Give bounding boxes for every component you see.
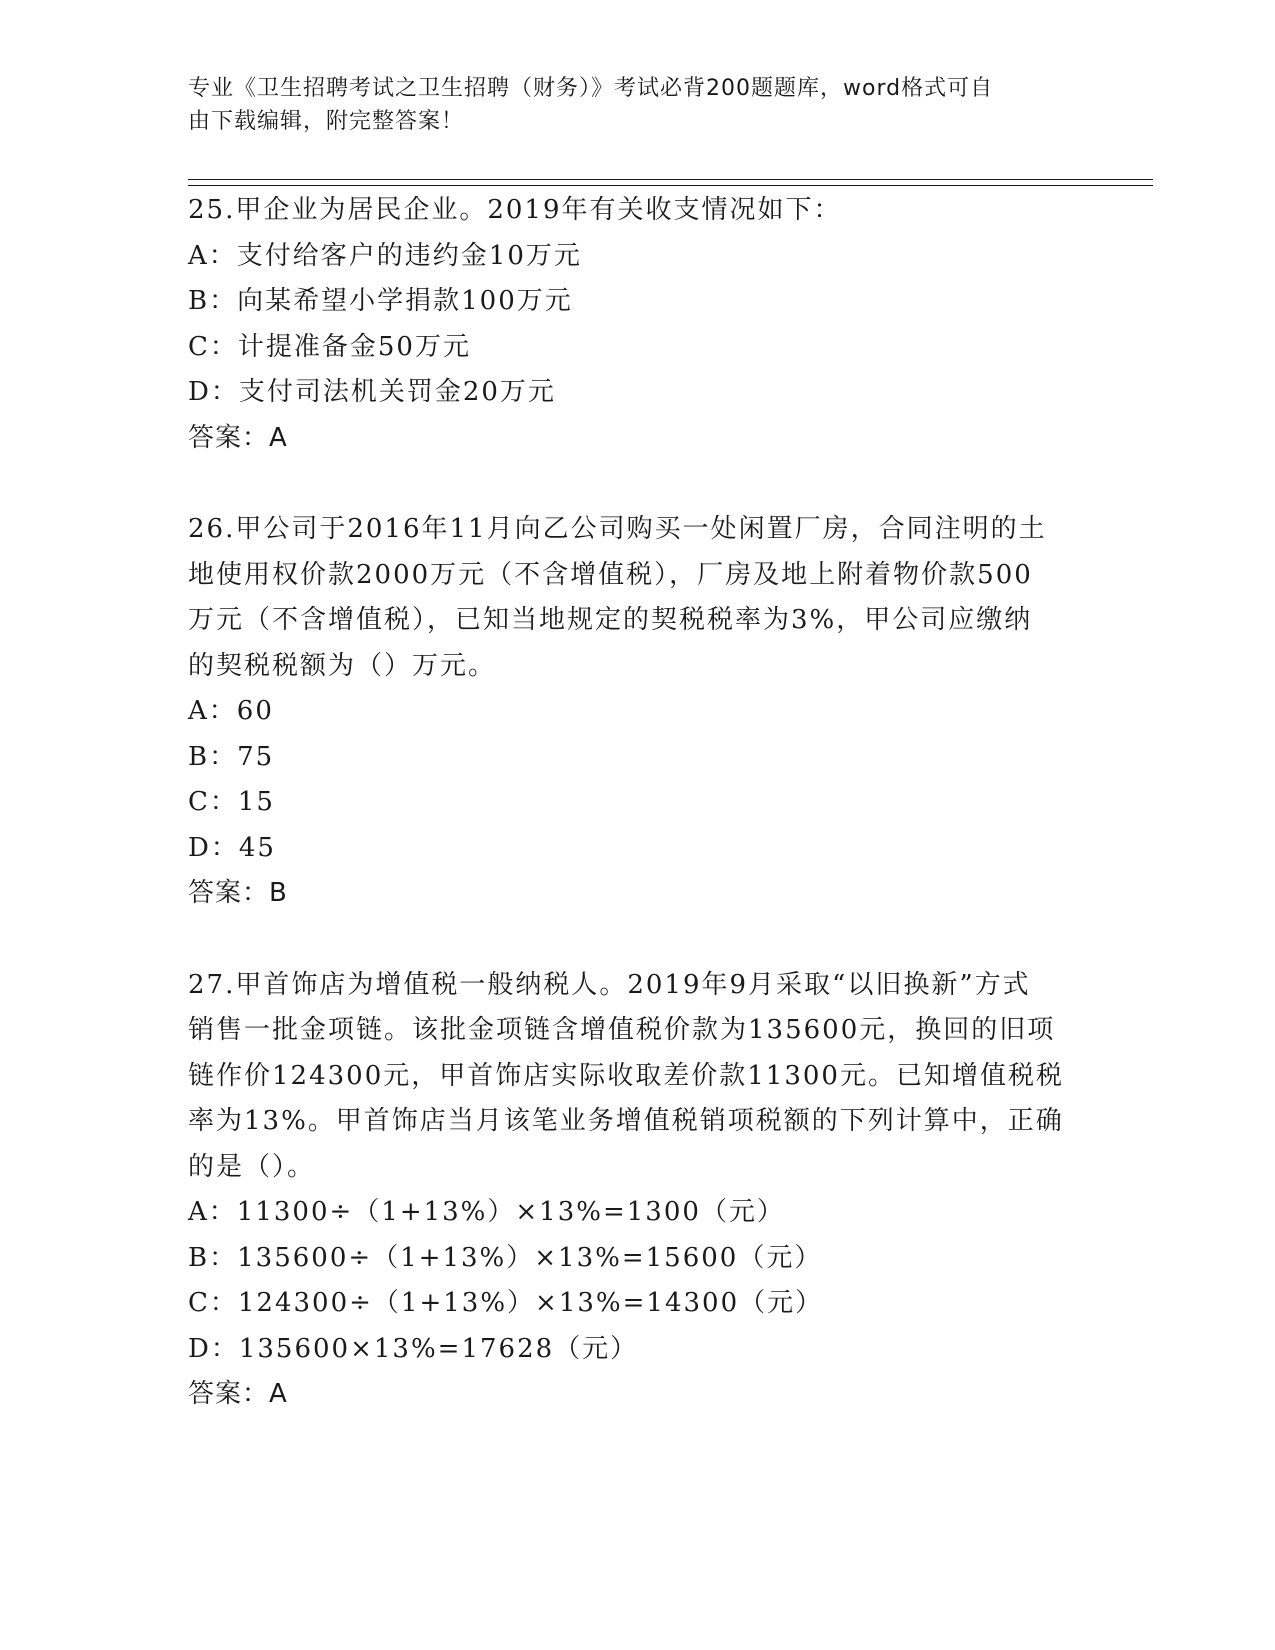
option-b: B：135600÷（1+13%）×13%=15600（元） (188, 1242, 823, 1273)
question-27 (188, 963, 1088, 1418)
answer-line: 答案：A (188, 1379, 288, 1409)
option-c: C：15 (188, 787, 275, 817)
option-a: A：60 (188, 696, 274, 726)
answer-line: 答案：A (188, 422, 288, 453)
question-26 (188, 507, 1088, 917)
question-text-line: 销售一批金项链。该批金项链含增值税价款为135600元，换回的旧项 (188, 1015, 1056, 1045)
question-text-line: 链作价124300元，甲首饰店实际收取差价款11300元。已知增值税税 (188, 1060, 1064, 1091)
option-b: B：75 (188, 741, 275, 772)
question-text-line: 的契税税额为（）万元。 (188, 650, 497, 681)
page-header (188, 72, 1088, 138)
option-d: D：45 (188, 832, 276, 863)
header-divider-top (188, 179, 1153, 180)
question-text-line: 26.甲公司于2016年11月向乙公司购买一处闲置厂房，合同注明的土 (188, 514, 1047, 544)
option-a: A：11300÷（1+13%）×13%=1300（元） (188, 1197, 785, 1227)
option-a: A：支付给客户的违约金10万元 (188, 240, 582, 271)
question-text-line: 率为13%。甲首饰店当月该笔业务增值税销项税额的下列计算中，正确 (188, 1106, 1064, 1136)
option-c: C：计提准备金50万元 (188, 331, 471, 362)
question-list (188, 188, 1088, 1418)
question-spacer (188, 917, 1088, 963)
option-b: B：向某希望小学捐款100万元 (188, 286, 573, 316)
question-text-line: 万元（不含增值税），已知当地规定的契税税率为3%，甲公司应缴纳 (188, 605, 1033, 635)
header-line-2: 由下载编辑，附完整答案！ (188, 109, 465, 134)
option-d: D：135600×13%=17628（元） (188, 1333, 639, 1364)
question-text-line: 的是（）。 (188, 1151, 316, 1182)
question-text-line: 地使用权价款2000万元（不含增值税），厂房及地上附着物价款500 (188, 559, 1033, 590)
header-line-1: 专业《卫生招聘考试之卫生招聘（财务）》考试必背200题题库，word格式可自 (188, 76, 994, 101)
question-spacer (188, 461, 1088, 507)
question-25 (188, 188, 1088, 461)
option-d: D：支付司法机关罚金20万元 (188, 377, 556, 407)
answer-line: 答案：B (188, 878, 288, 908)
option-c: C：124300÷（1+13%）×13%=14300（元） (188, 1288, 824, 1318)
question-text-line: 27.甲首饰店为增值税一般纳税人。2019年9月采取“以旧换新”方式 (188, 969, 1031, 1000)
header-divider-bottom (188, 185, 1153, 186)
question-text-line: 25.甲企业为居民企业。2019年有关收支情况如下： (188, 195, 842, 225)
